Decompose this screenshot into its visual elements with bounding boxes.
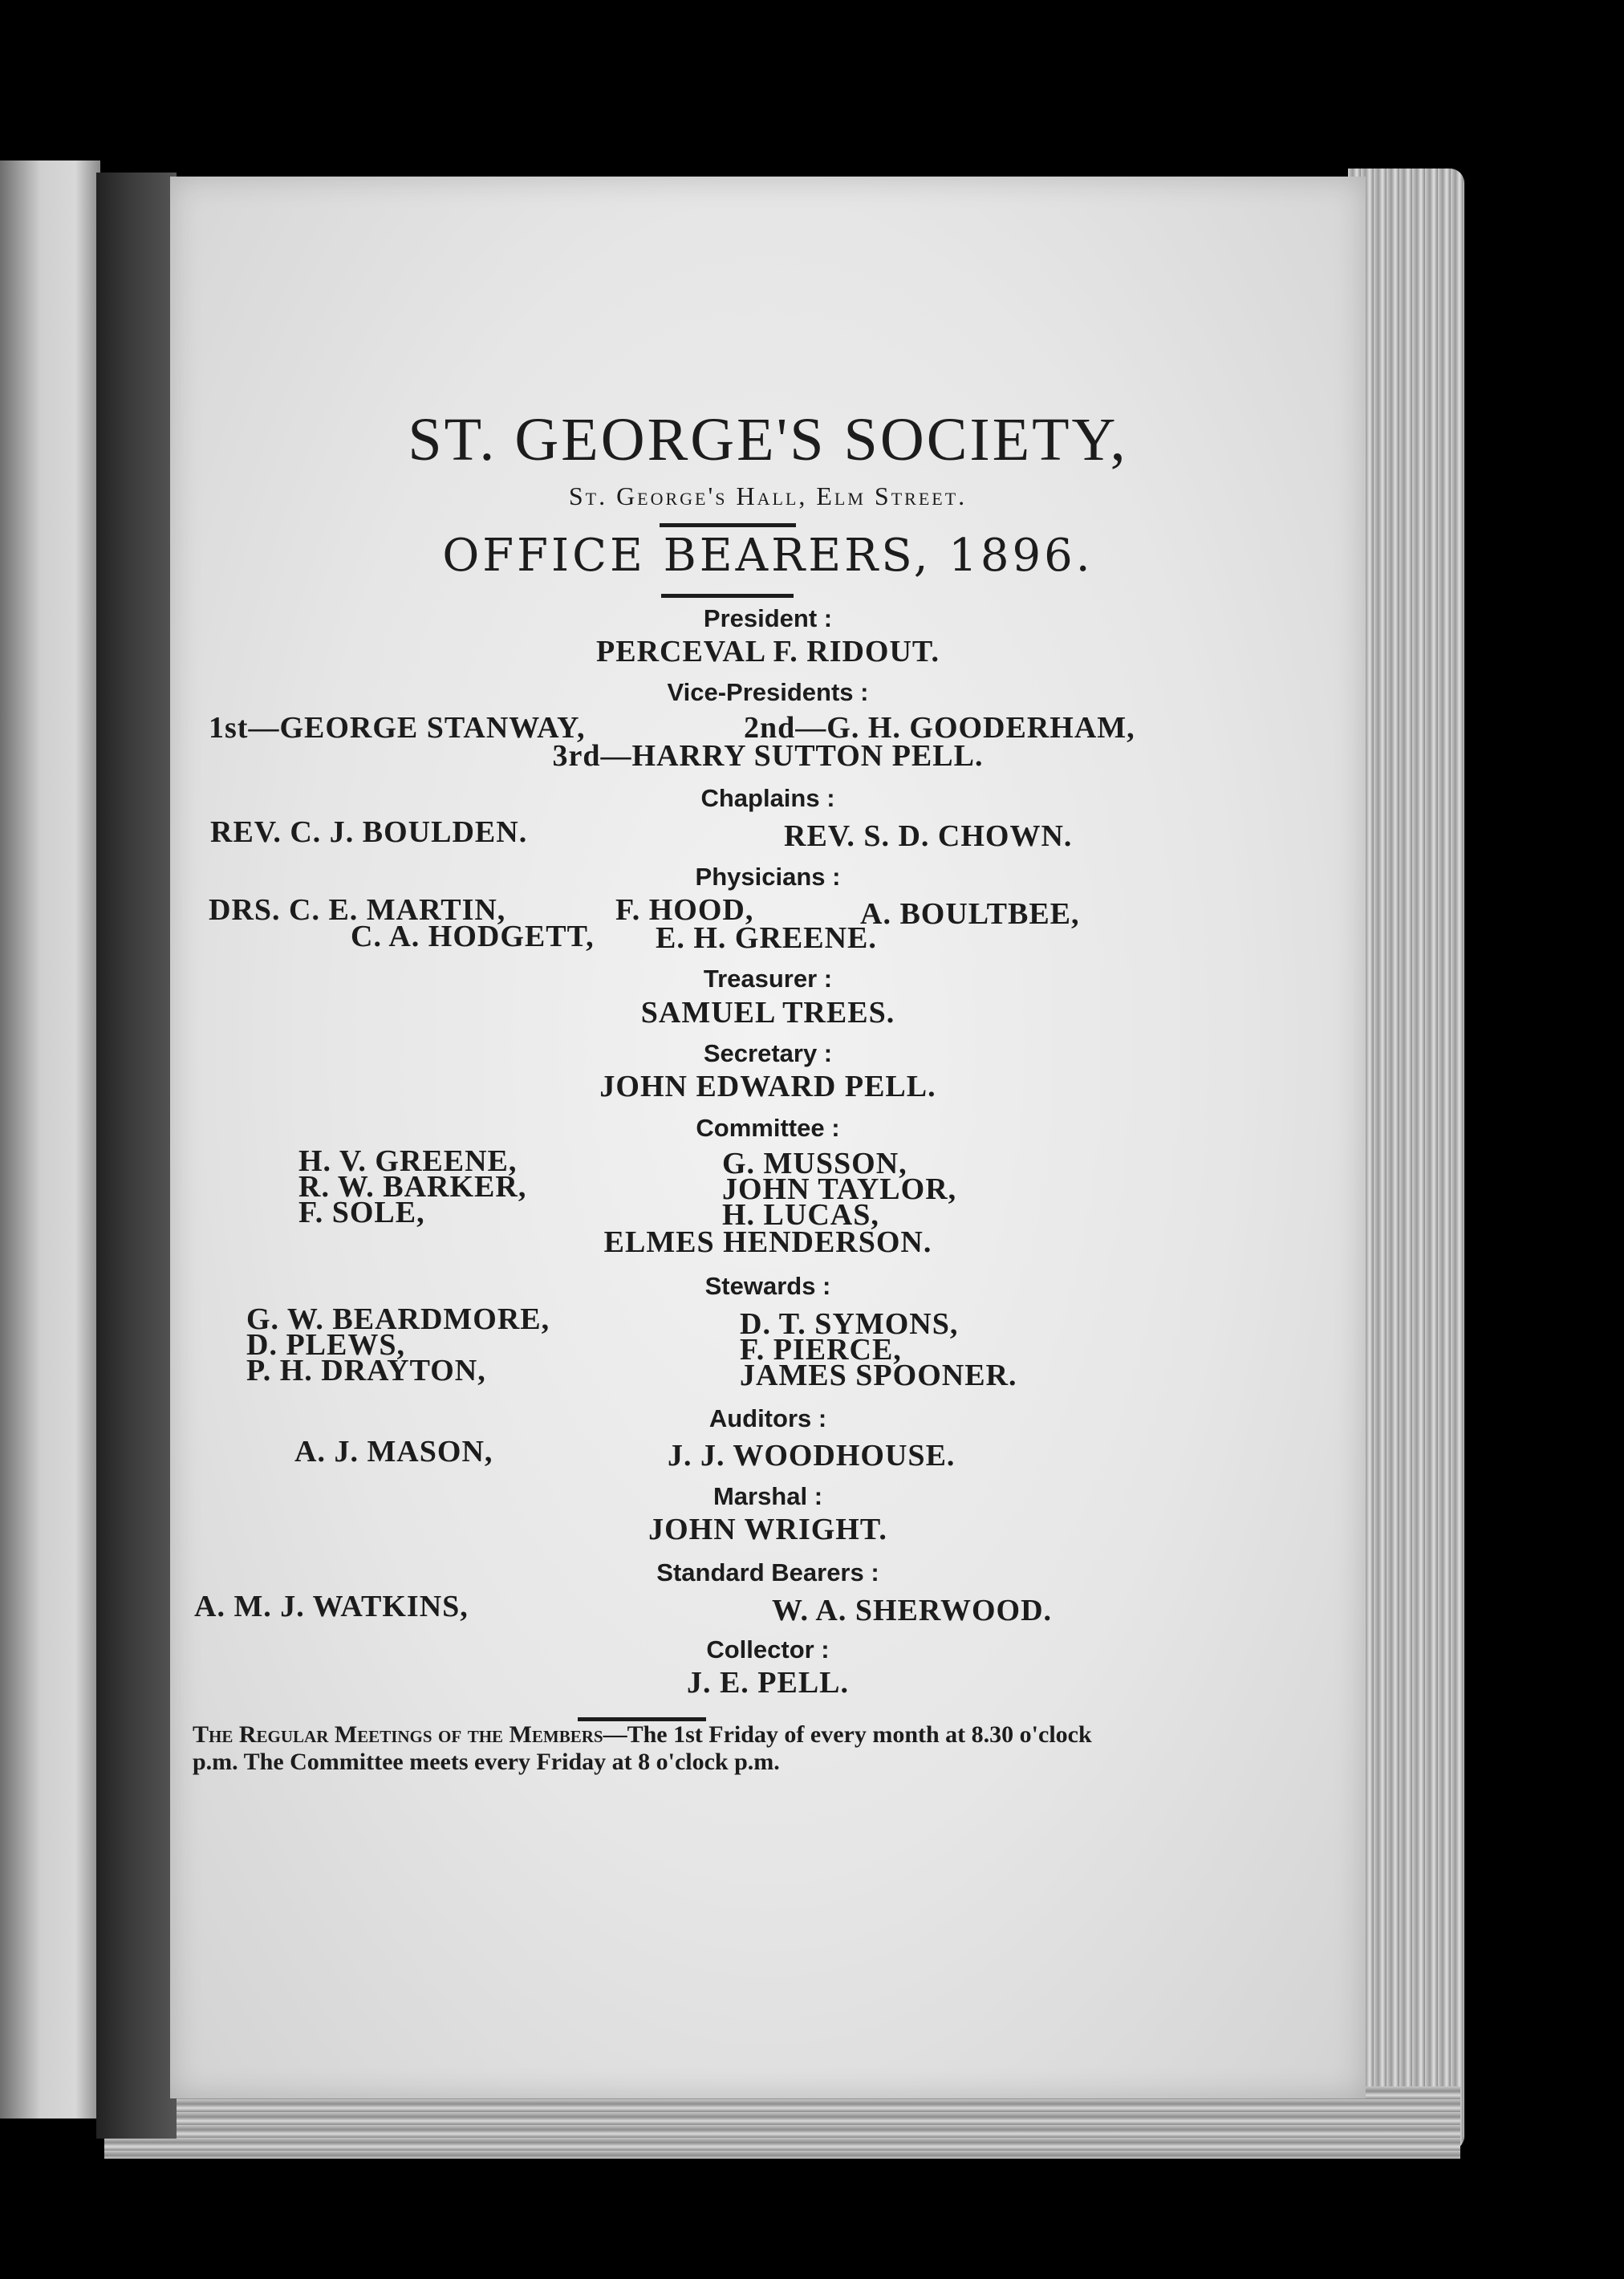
president-name: PERCEVAL F. RIDOUT. bbox=[596, 635, 940, 668]
marshal-label: Marshal : bbox=[713, 1482, 823, 1510]
physician-name: A. BOULTBEE, bbox=[860, 897, 1080, 931]
chaplain-name: REV. S. D. CHOWN. bbox=[784, 819, 1073, 853]
stewards-label: Stewards : bbox=[704, 1272, 831, 1300]
collector-name: J. E. PELL. bbox=[686, 1666, 850, 1700]
chaplain-name: REV. C. J. BOULDEN. bbox=[210, 815, 528, 849]
physician-name: F. HOOD, bbox=[615, 893, 754, 927]
auditor-name: J. J. WOODHOUSE. bbox=[668, 1439, 956, 1473]
steward-name: D. T. SYMONS, bbox=[740, 1307, 959, 1341]
steward-name: JAMES SPOONER. bbox=[740, 1359, 1017, 1392]
notice-lead: The Regular Meetings of the Members bbox=[193, 1721, 603, 1748]
treasurer-label: Treasurer : bbox=[703, 965, 833, 993]
committee-member: H. LUCAS, bbox=[722, 1198, 879, 1232]
collector-label: Collector : bbox=[706, 1635, 830, 1664]
auditor-name: A. J. MASON, bbox=[294, 1435, 493, 1469]
book-gutter bbox=[96, 173, 177, 2139]
physicians-label: Physicians : bbox=[695, 863, 841, 891]
steward-name: P. H. DRAYTON, bbox=[246, 1354, 486, 1387]
standard-bearer-name: A. M. J. WATKINS, bbox=[194, 1590, 469, 1623]
physician-name: C. A. HODGETT, bbox=[351, 920, 595, 953]
notice-text: —The 1st Friday of every month at 8.30 o'clock p.m. The Committee meets every Friday at 8 o'clock p.m. bbox=[193, 1721, 1092, 1775]
committee-member: G. MUSSON, bbox=[722, 1147, 907, 1180]
committee-member: R. W. BARKER, bbox=[298, 1170, 527, 1204]
steward-name: G. W. BEARDMORE, bbox=[246, 1302, 550, 1336]
steward-name: D. PLEWS, bbox=[246, 1328, 405, 1362]
physician-name: DRS. C. E. MARTIN, bbox=[209, 893, 506, 927]
page-content bbox=[170, 177, 1366, 2098]
standard-bearers-label: Standard Bearers : bbox=[656, 1558, 879, 1586]
committee-label: Committee : bbox=[696, 1114, 840, 1142]
physician-name: E. H. GREENE. bbox=[656, 921, 877, 955]
divider-rule bbox=[661, 594, 794, 598]
president-label: President : bbox=[703, 604, 833, 632]
treasurer-name: SAMUEL TREES. bbox=[640, 996, 895, 1030]
secretary-label: Secretary : bbox=[703, 1039, 833, 1067]
auditors-label: Auditors : bbox=[708, 1404, 827, 1432]
committee-member: H. V. GREENE, bbox=[298, 1144, 518, 1178]
left-page-edge bbox=[0, 160, 100, 2119]
society-title: ST. GEORGE'S SOCIETY, bbox=[408, 406, 1128, 473]
secretary-name: JOHN EDWARD PELL. bbox=[599, 1070, 936, 1103]
committee-member: JOHN TAYLOR, bbox=[722, 1172, 957, 1206]
document-page bbox=[170, 177, 1366, 2098]
office-bearers-heading: OFFICE BEARERS, 1896. bbox=[442, 530, 1094, 582]
meetings-notice bbox=[193, 1721, 1131, 1776]
society-address: St. George's Hall, Elm Street. bbox=[568, 481, 968, 510]
chaplains-label: Chaplains : bbox=[700, 784, 835, 812]
standard-bearer-name: W. A. SHERWOOD. bbox=[772, 1594, 1053, 1627]
vice-president-first: 1st—GEORGE STANWAY, bbox=[209, 711, 586, 745]
vice-president-second: 2nd—G. H. GOODERHAM, bbox=[744, 711, 1135, 745]
vice-presidents-label: Vice-Presidents : bbox=[667, 678, 869, 706]
steward-name: F. PIERCE, bbox=[740, 1333, 902, 1367]
divider-rule bbox=[660, 523, 796, 527]
committee-member: F. SOLE, bbox=[298, 1196, 425, 1229]
marshal-name: JOHN WRIGHT. bbox=[648, 1513, 887, 1546]
vice-president-third: 3rd—HARRY SUTTON PELL. bbox=[552, 739, 984, 773]
committee-member: ELMES HENDERSON. bbox=[603, 1225, 932, 1259]
